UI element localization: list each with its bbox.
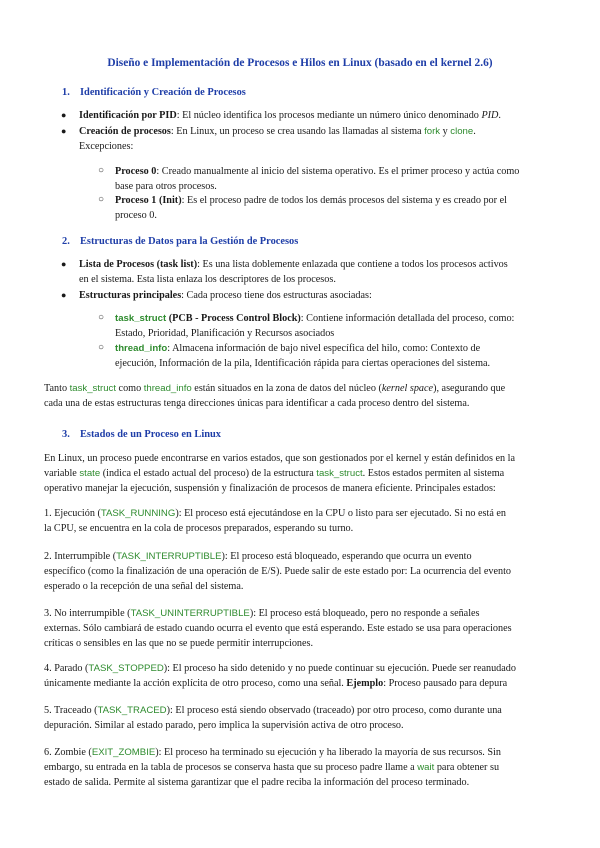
hollow-bullet-icon: ○	[98, 312, 105, 323]
bullet-icon: ●	[61, 259, 67, 269]
bullet-identificacion: ● Identificación por PID: El núcleo identifica los procesos mediante un número único denominado PID.	[61, 110, 501, 121]
estado-no-interrumpible: 3. No interrumpible (TASK_UNINTERRUPTIBLE): El proceso está bloqueado, pero no responde a señales externas. Sólo cambiará de estado cuando ocurra el evento que está esperando. Este estado se usa para operaciones críticas o sensibles en las que no se puede permitir interrupciones.	[44, 608, 512, 649]
estado-traceado: 5. Traceado (TASK_TRACED): El proceso está siendo observado (traceado) por otro proceso, como durante una depuración. Similar al estado parado, pero implica la supervisión activa de otro proceso.	[44, 705, 502, 731]
estado-zombie: 6. Zombie (EXIT_ZOMBIE): El proceso ha terminado su ejecución y ha liberado la mayoría de sus recursos. Sin embargo, su entrada en la tabla de procesos se conserva hasta que su proceso padre llame a wait para obtener su estado de salida. Permite al sistema garantizar que el padre reciba la información del proceso terminado.	[44, 747, 501, 788]
bullet-icon: ●	[61, 110, 67, 120]
hollow-bullet-icon: ○	[98, 165, 105, 176]
bullet-creacion: ● Creación de procesos: En Linux, un proceso se crea usando las llamadas al sistema fork y clone. Excepciones:	[61, 126, 476, 152]
subbullet-proceso-0: ○ Proceso 0: Creado manualmente al inicio del sistema operativo. Es el primer proceso y actúa como base para otros procesos.	[98, 165, 520, 192]
subbullet-proceso-1: ○ Proceso 1 (Init): Es el proceso padre de todos los demás procesos del sistema y es creado por el proceso 0.	[98, 194, 507, 221]
paragraph-kernel-space: Tanto task_struct como thread_info están situados en la zona de datos del núcleo (kernel space), asegurando que cada una de estas estructuras tenga direcciones únicas para identificar a cada proceso dentro del sistema.	[44, 383, 506, 409]
hollow-bullet-icon: ○	[98, 194, 105, 205]
estado-parado: 4. Parado (TASK_STOPPED): El proceso ha sido detenido y no puede continuar su ejecución. Puede ser reanudado únicamente mediante la acción explícita de otro proceso, como una señal. Ejemplo: Proceso pausado para depura	[44, 663, 516, 689]
estado-interrumpible: 2. Interrumpible (TASK_INTERRUPTIBLE): El proceso está bloqueado, esperando que ocurra un evento específico (como la finalización de una operación de E/S). Puede salir de este estado por: La ocurrencia del evento esperado o la recepción de una señal del sistema.	[44, 551, 512, 592]
paragraph-estados-intro: En Linux, un proceso puede encontrarse en varios estados, que son gestionados por el kernel y están definidos en la variable state (indica el estado actual del proceso) de la estructura task_struct. Estos estados permiten al sistema operativo manejar la ejecución, suspensión y finalización de procesos de manera eficiente. Principales estados:	[44, 453, 516, 494]
estado-ejecucion: 1. Ejecución (TASK_RUNNING): El proceso está ejecutándose en la CPU o listo para ser ejecutado. Si no está en la CPU, se encuentra en la cola de procesos preparados, esperando su turno.	[44, 508, 507, 534]
bullet-estructuras: ● Estructuras principales: Cada proceso tiene dos estructuras asociadas:	[61, 290, 372, 301]
bullet-icon: ●	[61, 290, 67, 300]
subbullet-thread-info: ○ thread_info: Almacena información de bajo nivel específica del hilo, como: Contexto de ejecución, Información de la pila, Identificación rápida para ciertas operaciones del sistema.	[98, 342, 491, 369]
bullet-task-list: ● Lista de Procesos (task list): Es una lista doblemente enlazada que contiene a todos los procesos activos en el sistema. Esta lista enlaza los descriptores de los procesos.	[61, 259, 508, 285]
document-title: Diseño e Implementación de Procesos e Hilos en Linux (basado en el kernel 2.6)	[107, 57, 493, 69]
subbullet-task-struct: ○ task_struct (PCB - Process Control Block): Contiene información detallada del proceso, como: Estado, Prioridad, Planificación y Recursos asociados	[98, 312, 515, 339]
bullet-icon: ●	[61, 126, 67, 136]
section-2-heading: 2. Estructuras de Datos para la Gestión de Procesos	[62, 236, 299, 247]
hollow-bullet-icon: ○	[98, 342, 105, 353]
section-1-heading: 1. Identificación y Creación de Procesos	[62, 87, 246, 98]
section-3-heading: 3. Estados de un Proceso en Linux	[62, 429, 221, 440]
